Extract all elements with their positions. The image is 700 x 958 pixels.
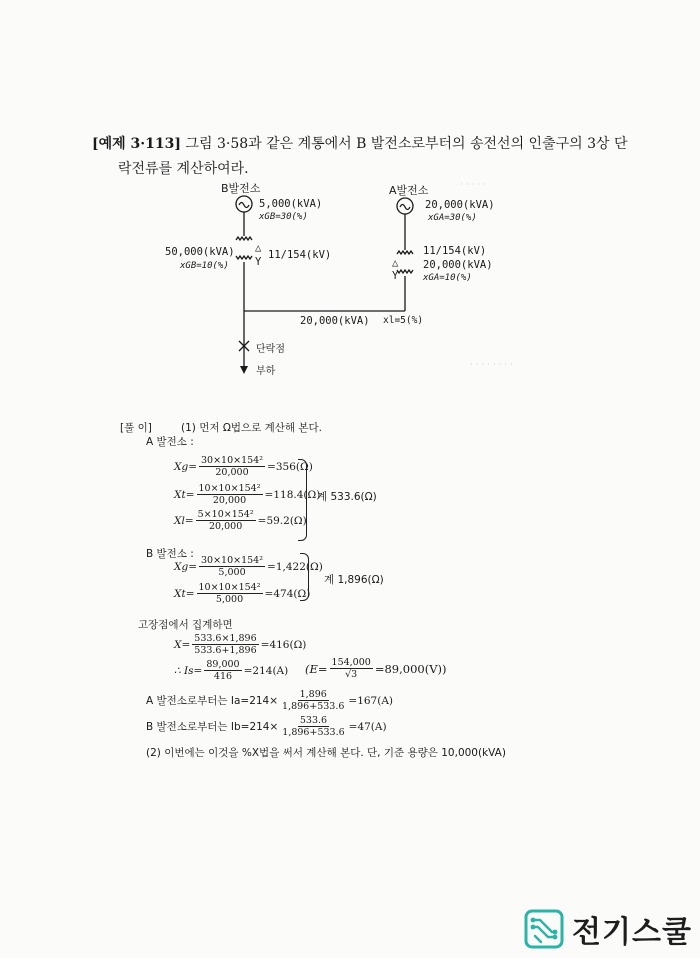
a-tr-rating: 20,000(kVA) <box>423 259 493 271</box>
load-label: 부하 <box>256 366 276 377</box>
a-tr-delta: △ <box>392 257 399 269</box>
equation-row: Xg= $\frac{\text{30×10×154²}}{20,000}$ =356(Ω) <box>174 455 313 478</box>
equation-row: Xt= $\frac{\text{10×10×154²}}{20,000}$ =118.4(Ω) <box>174 483 321 506</box>
fault-title: 고장점에서 집계하면 <box>138 619 233 631</box>
b-tr-delta: △ <box>255 242 262 254</box>
b-transformer-upper <box>236 237 252 240</box>
brand-logo <box>524 907 692 951</box>
b-total: 계 1,896(Ω) <box>324 574 384 586</box>
b-tr-rating: 50,000(kVA) <box>165 246 235 258</box>
from-a-equation: A 발전소로부터는 Ia=214× $\frac{1,896}{1,896+533.6}$ =167(A) <box>146 689 394 712</box>
a-station-title: A 발전소 : <box>146 436 194 448</box>
problem-text: 그림 3·58과 같은 계통에서 B 발전소로부터의 송전선의 인출구의 3상 단 <box>185 136 628 152</box>
a-station-label: A발전소 <box>389 184 429 197</box>
b-station-label: B발전소 <box>221 182 261 195</box>
b-tr-y: Y <box>255 256 262 268</box>
b-station-title: B 발전소 : <box>146 548 194 560</box>
b-brace <box>300 553 309 601</box>
line-x: xl=5(%) <box>383 315 424 326</box>
problem-label: [예제 3·113] <box>92 136 182 152</box>
b-transformer-lower <box>236 256 252 259</box>
problem-line2: 락전류를 계산하여라. <box>118 161 249 177</box>
b-tr-voltage: 11/154(kV) <box>268 249 332 261</box>
circuit-board-icon <box>524 909 564 949</box>
equation-row: Xg= $\frac{\text{30×10×154²}}{5,000}$ =1,422(Ω) <box>174 555 323 578</box>
equation-row: Xt= $\frac{\text{10×10×154²}}{5,000}$ =474(Ω) <box>174 582 311 605</box>
a-tr-x: xGA=10(%) <box>423 273 472 283</box>
a-transformer-lower <box>397 270 413 273</box>
line-rating: 20,000(kVA) <box>300 315 370 327</box>
a-transformer-upper <box>397 251 413 254</box>
a-gen-rating: 20,000(kVA) <box>425 199 495 211</box>
is-equation: ∴ Is= $\frac{89,000}{416}$ =214(A) <box>174 659 289 682</box>
fault-label: 단락점 <box>256 344 285 355</box>
solution-header: [풀 이] <box>120 422 152 434</box>
from-b-equation: B 발전소로부터는 Ib=214× $\frac{533.6}{1,896+533.6}$ =47(A) <box>146 715 387 738</box>
b-tr-x: xGB=10(%) <box>180 261 229 271</box>
a-total: 계 533.6(Ω) <box>317 491 377 503</box>
solution-step2: (2) 이번에는 이것을 %X법을 써서 계산해 본다. 단, 기준 용량은 10,000(kVA) <box>146 747 506 759</box>
equation-row: Xl= $\frac{\text{5×10×154²}}{20,000}$ =59.2(Ω) <box>174 509 307 532</box>
a-tr-voltage: 11/154(kV) <box>423 245 487 257</box>
e-equation: (E= $\frac{154,000}{√3}$ =89,000(V)) <box>305 657 447 680</box>
brand-name: 전기스쿨 <box>572 915 692 950</box>
load-arrow-icon <box>240 366 248 374</box>
a-tr-y: Y <box>392 270 399 282</box>
b-gen-rating: 5,000(kVA) <box>259 198 323 210</box>
solution-step1: (1) 먼저 Ω법으로 계산해 본다. <box>181 422 323 434</box>
a-brace <box>298 459 307 541</box>
x-equation: X= $\frac{533.6\times 1,896}{533.6+1,896}$ =416(Ω) <box>174 633 307 656</box>
b-gen-x: xGB=30(%) <box>259 212 308 222</box>
circuit-diagram <box>0 0 700 400</box>
a-gen-x: xGA=30(%) <box>428 213 477 223</box>
